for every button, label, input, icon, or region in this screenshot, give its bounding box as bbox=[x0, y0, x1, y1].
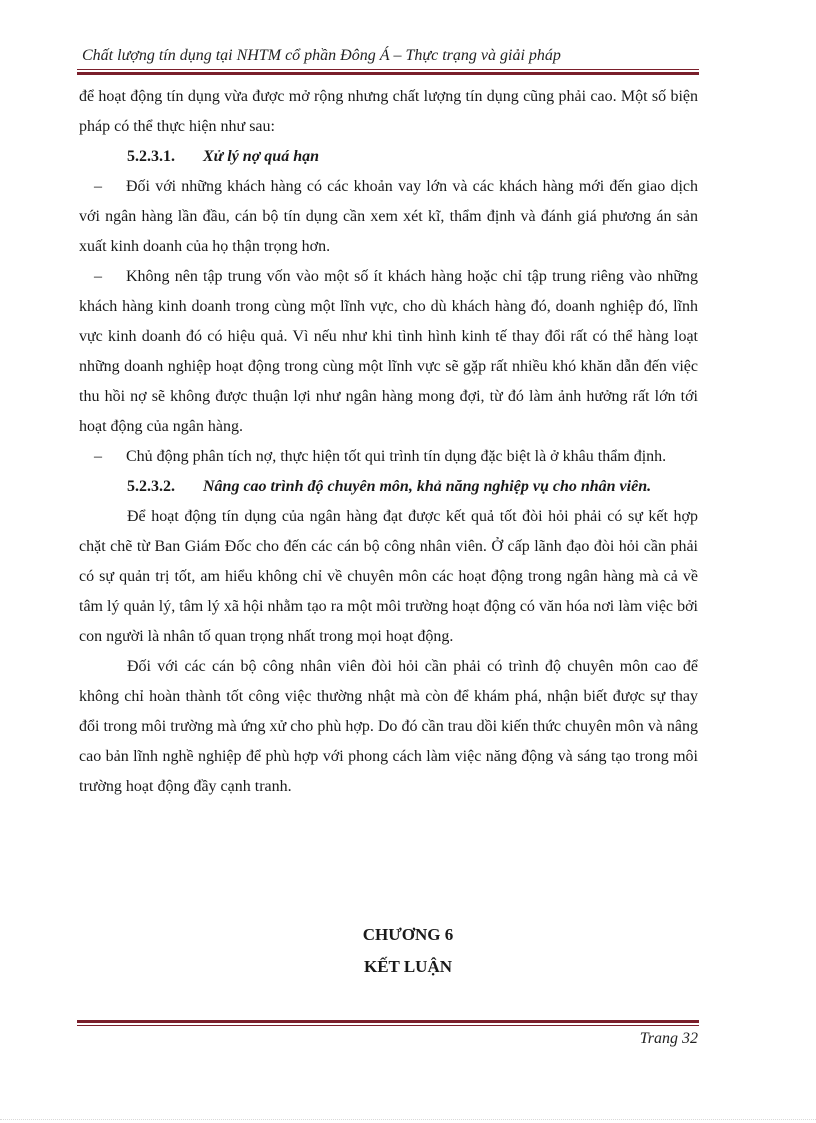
bullet-marker: – bbox=[94, 268, 102, 285]
footer-divider-thin bbox=[77, 1025, 699, 1026]
intro-paragraph: để hoạt động tín dụng vừa được mở rộng nhưng chất lượng tín dụng cũng phải cao. Một số biện pháp có thể thực hiện như sau: bbox=[79, 88, 698, 135]
chapter-title: KẾT LUẬN bbox=[363, 957, 452, 976]
bullet-text: Đối với những khách hàng có các khoản vay lớn và các khách hàng mới đến giao dịch với ngân hàng lần đầu, cán bộ tín dụng cần xem xét kĩ, thẩm định và đánh giá phương án sản xuất kinh doanh của họ thận trọng hơn. bbox=[79, 178, 698, 255]
header-divider-thin bbox=[77, 69, 699, 70]
page-number: Trang 32 bbox=[639, 1030, 698, 1047]
bullet-text: Chủ động phân tích nợ, thực hiện tốt qui trình tín dụng đặc biệt là ở khâu thẩm định. bbox=[126, 448, 667, 465]
body-paragraph: Đối với các cán bộ công nhân viên đòi hỏi cần phải có trình độ chuyên môn cao để không chỉ hoàn thành tốt công việc thường nhật mà còn để khám phá, nhận biết được sự thay đổi trong môi trường mà ứng xử cho phù hợp. Do đó cần trau dồi kiến thức chuyên môn và nâng cao bản lĩnh nghề nghiệp để phù hợp với phong cách làm việc năng động và sáng tạo trong môi trường hoạt động đầy cạnh tranh. bbox=[79, 658, 698, 795]
header-divider bbox=[77, 69, 699, 75]
running-header: Chất lượng tín dụng tại NHTM cổ phần Đông Á – Thực trạng và giải pháp bbox=[82, 47, 561, 64]
page-edge-dotted-line bbox=[0, 1119, 816, 1121]
bullet-text: Không nên tập trung vốn vào một số ít khách hàng hoặc chỉ tập trung riêng vào những khách hàng kinh doanh trong cùng một lĩnh vực, cho dù khách hàng đó, doanh nghiệp đó, lĩnh vực kinh doanh đó có hiệu quả. Vì nếu như khi tình hình kinh tế thay đổi rất có thể hàng loạt những doanh nghiệp hoạt động trong cùng một lĩnh vực sẽ gặp rất nhiều khó khăn dẫn đến việc thu hồi nợ sẽ không được thuận lợi như ngân hàng mong đợi, từ đó làm ảnh hưởng rất lớn tới hoạt động của ngân hàng. bbox=[79, 268, 698, 435]
body-paragraph: Để hoạt động tín dụng của ngân hàng đạt được kết quả tốt đòi hỏi phải có sự kết hợp chặt chẽ từ Ban Giám Đốc cho đến các cán bộ công nhân viên. Ở cấp lãnh đạo đòi hỏi cần phải có sự quản trị tốt, am hiểu không chỉ về chuyên môn các hoạt động trong ngân hàng mà cả về tâm lý quản lý, tâm lý xã hội nhằm tạo ra một môi trường hoạt động có văn hóa nơi làm việc bởi con người là nhân tố quan trọng nhất trong mọi hoạt động. bbox=[79, 508, 698, 645]
bullet-item bbox=[79, 172, 698, 262]
bullet-marker: – bbox=[94, 178, 102, 195]
section-heading-5-2-3-2 bbox=[79, 472, 698, 502]
section-title: Xử lý nợ quá hạn bbox=[203, 148, 319, 165]
bullet-item bbox=[79, 442, 698, 472]
chapter-number: CHƯƠNG 6 bbox=[362, 925, 454, 944]
footer-divider bbox=[77, 1020, 699, 1026]
section-heading-5-2-3-1 bbox=[79, 142, 698, 172]
section-number: 5.2.3.2. bbox=[127, 478, 175, 495]
section-number: 5.2.3.1. bbox=[127, 148, 175, 165]
body-content bbox=[79, 82, 698, 802]
footer-divider-thick bbox=[77, 1020, 699, 1023]
section-title: Nâng cao trình độ chuyên môn, khả năng nghiệp vụ cho nhân viên. bbox=[203, 478, 652, 495]
bullet-item bbox=[79, 262, 698, 442]
bullet-marker: – bbox=[94, 448, 102, 465]
header-divider-thick bbox=[77, 72, 699, 75]
